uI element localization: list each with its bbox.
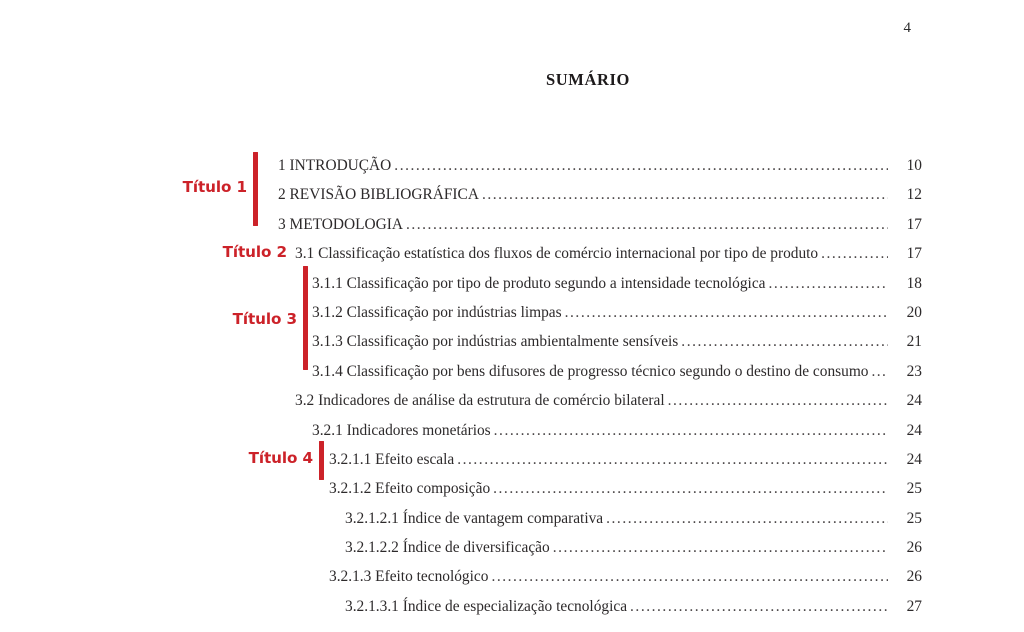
annotation-label-titulo-3: Título 3 bbox=[232, 310, 297, 328]
toc-entry-label: 3 METODOLOGIA bbox=[278, 215, 403, 233]
annotation-bracket-titulo-3 bbox=[303, 266, 308, 370]
toc-dot-leader bbox=[668, 389, 888, 412]
toc-entry-page-number: 24 bbox=[906, 450, 922, 468]
page-title-text: SUMÁRIO bbox=[546, 70, 630, 89]
toc-entry[interactable] bbox=[0, 213, 1024, 242]
toc-entry-page-number: 17 bbox=[906, 245, 922, 263]
toc-entry[interactable] bbox=[0, 242, 1024, 271]
toc-dot-leader bbox=[768, 272, 888, 295]
toc-entry[interactable] bbox=[0, 330, 1024, 359]
toc-entry[interactable] bbox=[0, 565, 1024, 594]
toc-entry-label: 3.2.1.2.2 Índice de diversificação bbox=[345, 539, 550, 557]
toc-entry-label: 3.1.4 Classificação por bens difusores de progresso técnico segundo o destino de consumo bbox=[312, 362, 869, 380]
toc-entry[interactable] bbox=[0, 419, 1024, 448]
toc-dot-leader bbox=[681, 330, 888, 353]
toc-entry[interactable] bbox=[0, 389, 1024, 418]
toc-entry-page-number: 24 bbox=[906, 421, 922, 439]
toc-entry-label: 3.2.1.1 Efeito escala bbox=[329, 450, 455, 468]
toc-entry-label: 3.2.1.2 Efeito composição bbox=[329, 480, 491, 498]
toc-entry-label: 3.2.1.2.1 Índice de vantagem comparativa bbox=[345, 509, 604, 527]
page-title bbox=[0, 70, 1024, 90]
toc-entry-label: 3.2 Indicadores de análise da estrutura de comércio bilateral bbox=[295, 392, 665, 410]
toc-dot-leader bbox=[457, 448, 888, 471]
toc-entry-label: 1 INTRODUÇÃO bbox=[278, 157, 392, 174]
toc-dot-leader bbox=[553, 536, 888, 559]
toc-dot-leader bbox=[494, 419, 888, 442]
toc-entry[interactable] bbox=[0, 536, 1024, 565]
toc-dot-leader bbox=[406, 213, 888, 236]
toc-entry[interactable] bbox=[0, 301, 1024, 330]
toc-entry-label: 3.2.1.3.1 Índice de especialização tecnológica bbox=[345, 597, 628, 615]
toc-entry[interactable] bbox=[0, 507, 1024, 536]
toc-entry[interactable] bbox=[0, 360, 1024, 389]
toc-entry[interactable] bbox=[0, 448, 1024, 477]
toc-dot-leader bbox=[491, 565, 888, 588]
toc-dot-leader bbox=[482, 183, 888, 206]
toc-dot-leader bbox=[394, 154, 888, 177]
toc-entry-label: 3.2.1.3 Efeito tecnológico bbox=[329, 568, 489, 586]
toc-entry-page-number: 24 bbox=[906, 392, 922, 410]
table-of-contents bbox=[0, 154, 1024, 624]
toc-dot-leader bbox=[606, 507, 888, 530]
toc-entry[interactable] bbox=[0, 272, 1024, 301]
toc-entry-page-number: 26 bbox=[906, 539, 922, 557]
toc-entry-page-number: 18 bbox=[906, 274, 922, 292]
toc-entry-label: 3.1.3 Classificação por indústrias ambientalmente sensíveis bbox=[312, 333, 679, 351]
annotation-label-titulo-1: Título 1 bbox=[182, 178, 247, 196]
toc-entry[interactable] bbox=[0, 477, 1024, 506]
annotation-bracket-titulo-1 bbox=[253, 152, 258, 226]
toc-entry-page-number: 10 bbox=[906, 157, 922, 174]
toc-dot-leader bbox=[872, 360, 888, 383]
toc-entry-page-number: 23 bbox=[906, 362, 922, 380]
page-number: 4 bbox=[903, 20, 911, 36]
toc-dot-leader bbox=[493, 477, 888, 500]
toc-dot-leader bbox=[630, 595, 888, 618]
annotation-label-titulo-2: Título 2 bbox=[222, 243, 287, 261]
annotation-label-titulo-4: Título 4 bbox=[248, 449, 313, 467]
toc-entry-page-number: 12 bbox=[906, 186, 922, 204]
toc-entry-page-number: 20 bbox=[906, 303, 922, 321]
toc-entry-label: 3.1 Classificação estatística dos fluxos de comércio internacional por tipo de produto bbox=[295, 245, 819, 263]
toc-entry-label: 3.1.2 Classificação por indústrias limpas bbox=[312, 303, 562, 321]
toc-dot-leader bbox=[821, 242, 888, 265]
toc-entry-label: 2 REVISÃO BIBLIOGRÁFICA bbox=[278, 186, 479, 204]
toc-entry[interactable] bbox=[0, 595, 1024, 624]
toc-entry-page-number: 25 bbox=[906, 509, 922, 527]
toc-entry-page-number: 25 bbox=[906, 480, 922, 498]
toc-entry-label: 3.1.1 Classificação por tipo de produto segundo a intensidade tecnológica bbox=[312, 274, 766, 292]
toc-entry-label: 3.2.1 Indicadores monetários bbox=[312, 421, 491, 439]
toc-dot-leader bbox=[565, 301, 888, 324]
toc-entry-page-number: 26 bbox=[906, 568, 922, 586]
toc-entry-page-number: 27 bbox=[906, 597, 922, 615]
annotation-bracket-titulo-4 bbox=[319, 441, 324, 480]
toc-entry-page-number: 21 bbox=[906, 333, 922, 351]
toc-entry-page-number: 17 bbox=[906, 215, 922, 233]
